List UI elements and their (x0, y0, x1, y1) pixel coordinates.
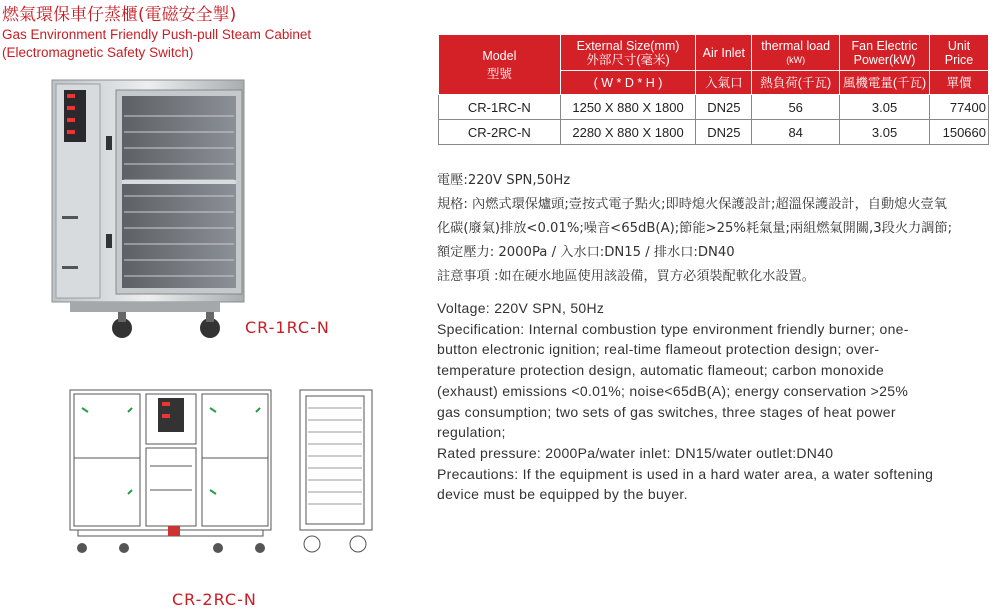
header-air-inlet-zh: 入氣口 (696, 71, 752, 95)
cell-model: CR-2RC-N (439, 120, 561, 145)
table-row (439, 95, 989, 120)
zh-spec-line1: 規格: 內燃式環保爐頭;壹按式電子點火;即時熄火保護設計;超溫保護設計，自動熄火壹氧 (437, 197, 947, 212)
cell-size: 1250 X 880 X 1800 (560, 95, 696, 120)
cell-air-inlet: DN25 (696, 120, 752, 145)
en-voltage: Voltage: 220V SPN, 50Hz (437, 300, 605, 316)
en-spec-line2: button electronic ignition; real-time flameout protection design; over- (437, 341, 880, 358)
table-row (439, 120, 989, 145)
title-zh: 燃氣環保車仔蒸櫃(電磁安全掣) (2, 5, 237, 25)
header-size-sub: ( W * D * H ) (560, 71, 696, 95)
header-fan-power: Fan Electric Power(kW) (840, 35, 930, 71)
header-model: Model 型號 (439, 35, 561, 95)
photo-model-label: CR-1RC-N (245, 318, 330, 337)
drawing-model-label: CR-2RC-N (172, 590, 257, 609)
cell-air-inlet: DN25 (696, 95, 752, 120)
cell-fan-power: 3.05 (840, 120, 930, 145)
header-thermal-load: thermal load (kW) (752, 35, 840, 71)
en-precautions-line2: device must be equipped by the buyer. (437, 486, 688, 503)
en-spec-line6: regulation; (437, 424, 506, 441)
product-title-block (2, 4, 311, 62)
en-precautions-line1: Precautions: If the equipment is used in a hard water area, a water softening (437, 465, 934, 482)
header-unit-price: Unit Price (930, 35, 989, 71)
header-unit-price-zh: 單價 (930, 71, 989, 95)
en-spec-line3: temperature protection design, automatic flameout; carbon monoxide (437, 362, 885, 379)
cell-fan-power: 3.05 (840, 95, 930, 120)
cell-unit-price: 77400 (930, 95, 989, 120)
cell-thermal-load: 84 (752, 120, 840, 145)
en-spec-line5: gas consumption; two sets of gas switches, three stages of heat power (437, 403, 896, 420)
header-size: External Size(mm) 外部尺寸(毫米) (560, 35, 696, 71)
en-spec-line4: (exhaust) emissions <0.01%; noise<65dB(A); energy conservation >25% (437, 382, 909, 399)
english-description (437, 298, 997, 505)
chinese-description (437, 169, 997, 289)
zh-notice: 註意事項 :如在硬水地區使用該設備，買方必須裝配軟化水設置。 (437, 269, 815, 284)
zh-voltage: 電壓:220V SPN,50Hz (437, 173, 571, 188)
cell-thermal-load: 56 (752, 95, 840, 120)
cabinet-side-drawing (296, 386, 376, 558)
zh-pressure: 額定壓力: 2000Pa / 入水口:DN15 / 排水口:DN40 (437, 245, 735, 260)
cell-size: 2280 X 880 X 1800 (560, 120, 696, 145)
cabinet-front-drawing (68, 386, 273, 558)
header-fan-power-zh: 風機電量(千瓦) (840, 71, 930, 95)
cell-unit-price: 150660 (930, 120, 989, 145)
header-thermal-load-zh: 熱負荷(千瓦) (752, 71, 840, 95)
en-spec-line1: Specification: Internal combustion type environment friendly burner; one- (437, 320, 909, 337)
zh-spec-line2: 化碳(廢氣)排放<0.01%;噪音<65dB(A);節能>25%耗氣量;兩組燃氣開關,3段火力調節; (437, 221, 953, 236)
steam-cabinet-photo (50, 76, 248, 344)
title-en-line2: (Electromagnetic Safety Switch) (2, 45, 194, 60)
title-en-line1: Gas Environment Friendly Push-pull Steam Cabinet (2, 27, 312, 42)
header-air-inlet: Air Inlet (696, 35, 752, 71)
cell-model: CR-1RC-N (439, 95, 561, 120)
spec-table (438, 34, 989, 145)
en-pressure: Rated pressure: 2000Pa/water inlet: DN15/water outlet:DN40 (437, 444, 834, 461)
